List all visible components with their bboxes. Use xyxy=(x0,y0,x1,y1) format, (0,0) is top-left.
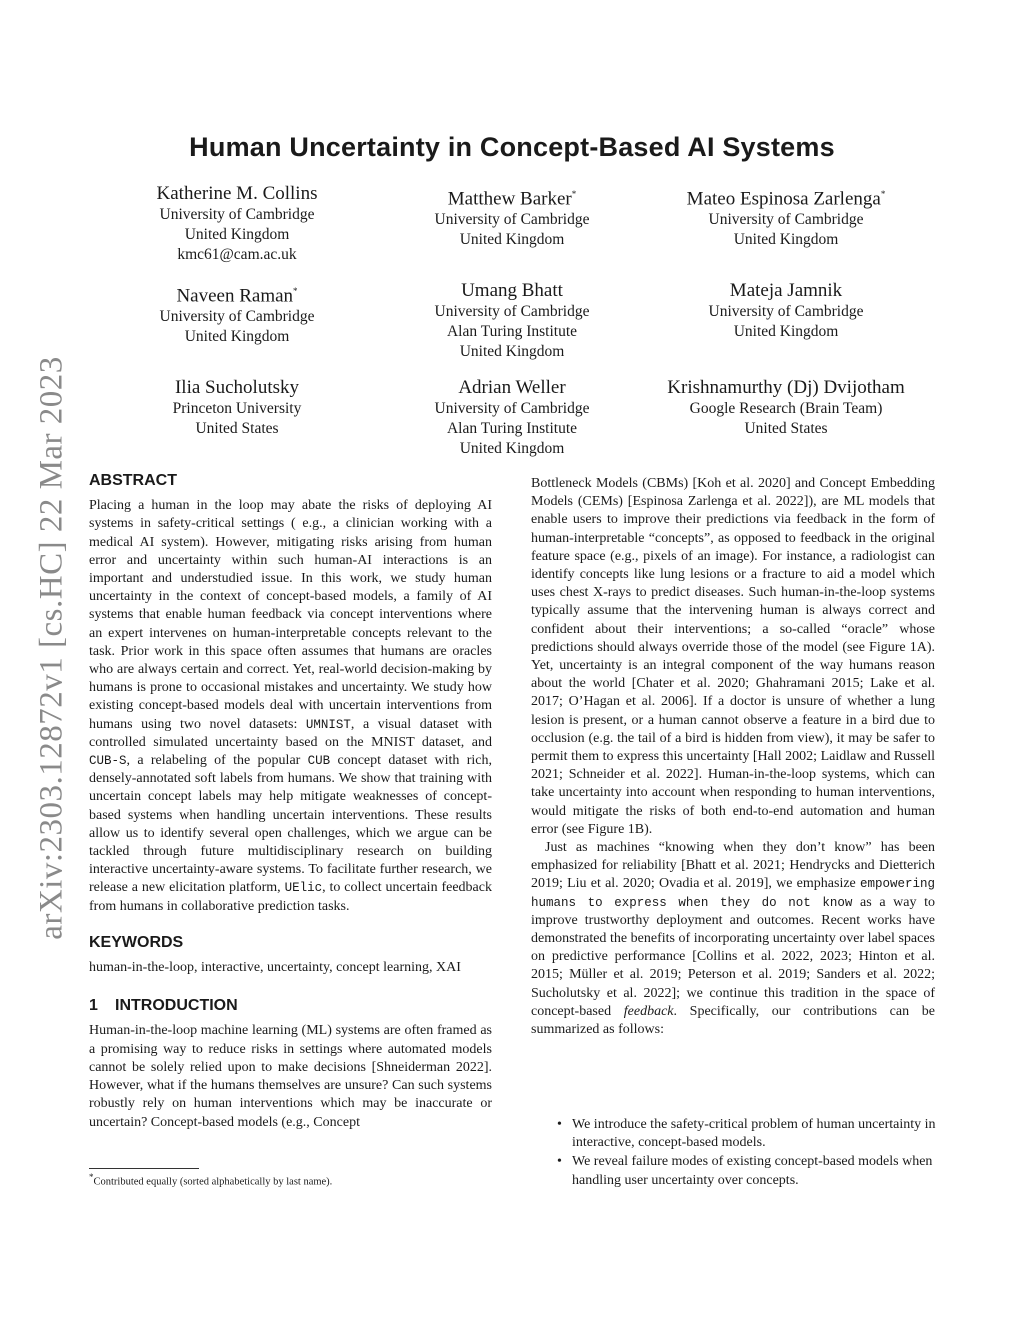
bullet-icon: • xyxy=(557,1154,562,1170)
equal-contribution-marker: * xyxy=(293,286,298,296)
author-name: Adrian Weller xyxy=(458,377,566,398)
section-title: INTRODUCTION xyxy=(115,997,238,1015)
author-country: United Kingdom xyxy=(459,343,565,360)
paper-title: Human Uncertainty in Concept-Based AI Systems xyxy=(189,132,835,162)
paragraph-segment: Just as machines “knowing when they don’t know” has been emphasized for reliability [Bhatt et al. 2021; Hendrycks and Dietterich 2019; Liu et al. 2020; Ovadia et al. 2019], we emphasize xyxy=(531,840,935,892)
author-country: United Kingdom xyxy=(733,231,839,249)
footnote-marker: * xyxy=(89,1172,94,1182)
author-name: Krishnamurthy (Dj) Dvijotham xyxy=(667,377,905,398)
author-affiliation: Princeton University xyxy=(172,400,302,417)
author-name: Umang Bhatt xyxy=(461,280,563,301)
author-name-line xyxy=(87,280,387,307)
equal-contribution-marker: * xyxy=(571,189,577,199)
author-affiliation: University of Cambridge xyxy=(159,308,315,326)
paragraph-segment: as a way to improve trustworthy deployment and outcomes. Recent works have demonstrated the benefits of incorporating uncertainty over label spaces on predictive performance [Collins et al. 2022, 2023; Hinton et al. 2015; Müller et al. 2019; Peterson et al. 2019; Sanders et al. 2022; Sucholutsky et al. 2022]; we continue this tradition in the space of concept-based xyxy=(531,894,935,1019)
emphasized-word: feedback xyxy=(623,1003,674,1019)
section-number: 1 xyxy=(89,997,98,1015)
author-block xyxy=(362,377,662,459)
keywords-text: human-in-the-loop, interactive, uncertainty, concept learning, XAI xyxy=(89,960,461,976)
author-name-line xyxy=(362,183,662,210)
section-heading xyxy=(89,997,492,1015)
author-name: Mateo Espinosa Zarlenga xyxy=(686,188,881,210)
emphasized-phrase: empowering humans to express when they do not know xyxy=(531,877,935,910)
abstract-segment: Placing a human in the loop may abate the risks of deploying AI systems in safety-critical settings ( e.g., a clinician working with a medical AI system). However, mitigating risks arising from human error and uncertainty within such human-AI interactions is an important and understudied issue. In this work, we study human uncertainty in the context of concept-based models, a family of AI systems that enable human feedback via concept interventions where an expert intervenes on human-interpretable concepts relevant to the task. Prior work in this space often assumes that humans are oracles who are always certain and correct. Yet, real-world decision-making by humans is prone to occasional mistakes and uncertainty. We study how existing concept-based models deal with uncertain interventions from humans using two novel datasets: xyxy=(89,498,492,732)
author-affiliation: Google Research (Brain Team) xyxy=(689,400,883,417)
abstract-segment: , to collect uncertain feedback from humans in collaborative prediction tasks. xyxy=(89,880,492,914)
intro-paragraph xyxy=(531,839,935,1039)
author-country: United States xyxy=(195,420,279,437)
author-affiliation: Alan Turing Institute xyxy=(446,323,578,340)
abstract-segment: concept dataset with rich, densely-annotated soft labels from humans. We show that training with uncertain concept labels may help mitigate weaknesses of concept-based systems when handling uncertain interventions. These results allow us to identify several open challenges, which we argue can be tackled through future multidisciplinary research on building interactive uncertainty-aware systems. To facilitate further research, we release a new elicitation platform, xyxy=(89,753,493,896)
list-item xyxy=(557,1153,937,1189)
author-block xyxy=(636,183,936,250)
footnote-rule xyxy=(89,1168,199,1169)
author-block xyxy=(362,280,662,362)
intro-paragraph: Human-in-the-loop machine learning (ML) systems are often framed as a promising way to reduce risks in settings where automated models cannot be solely relied upon to make decisions [Shneiderman 2022]. However, what if the humans themselves are unsure? Can such systems robustly rely on human interventions which may be inaccurate or uncertain? Concept-based models (e.g., Concept xyxy=(89,1023,492,1130)
arxiv-identifier: arXiv:2303.12872v1 [cs.HC] 22 Mar 2023 xyxy=(33,356,70,940)
author-country: United Kingdom xyxy=(459,440,565,457)
dataset-name: CUB xyxy=(307,754,331,769)
list-item-text: We reveal failure modes of existing concept-based models when handling user uncertainty over concepts. xyxy=(572,1154,933,1188)
equal-contribution-marker: * xyxy=(880,189,886,199)
abstract-heading: ABSTRACT xyxy=(89,472,177,489)
paragraph-segment: . Specifically, our contributions can be summarized as follows: xyxy=(531,1003,935,1038)
author-name: Matthew Barker xyxy=(447,188,572,210)
contributions-list xyxy=(557,1116,937,1191)
author-name-line xyxy=(636,183,936,210)
author-affiliation: University of Cambridge xyxy=(434,400,590,417)
bullet-icon: • xyxy=(557,1117,562,1132)
author-block xyxy=(87,377,387,439)
author-name: Katherine M. Collins xyxy=(156,183,318,204)
left-column xyxy=(89,472,492,1132)
dataset-name: CUB-S xyxy=(89,754,127,769)
author-affiliation: Alan Turing Institute xyxy=(446,420,578,437)
right-column xyxy=(531,475,935,1039)
author-country: United Kingdom xyxy=(184,226,290,243)
author-affiliation: University of Cambridge xyxy=(434,303,590,320)
author-affiliation: University of Cambridge xyxy=(708,211,864,229)
author-country: United States xyxy=(744,420,828,437)
author-block xyxy=(636,377,936,439)
dataset-name: UMNIST xyxy=(305,717,351,732)
author-country: United Kingdom xyxy=(733,323,839,340)
author-email: kmc61@cam.ac.uk xyxy=(177,246,297,263)
keywords-heading: KEYWORDS xyxy=(89,933,184,951)
author-name: Naveen Raman xyxy=(176,285,294,307)
author-country: United Kingdom xyxy=(459,231,565,249)
abstract-segment: , a relabeling of the popular xyxy=(126,753,308,769)
author-block xyxy=(362,183,662,250)
author-affiliation: University of Cambridge xyxy=(708,303,864,320)
abstract-segment: , a visual dataset with controlled simulated uncertainty based on the MNIST dataset, and xyxy=(89,716,492,750)
platform-name: UElic xyxy=(284,881,323,896)
author-block xyxy=(87,280,387,347)
abstract-text xyxy=(89,497,492,916)
intro-paragraph-continued: Bottleneck Models (CBMs) [Koh et al. 2020] and Concept Embedding Models (CEMs) [Espinosa Zarlenga et al. 2022]), are ML models that enable users to improve their predictions via feedback in the form of human-interpretable “concepts”, as opposed to feedback in the original feature space (e.g., pixels of an image). For instance, a radiologist can identify concepts like lung lesions or a fracture to aid a model which uses chest X-rays to predict diseases. Such human-in-the-loop systems typically assume that the intervening human is always correct and confident about their interventions; a so-called “oracle” whose predictions should always override those of the model (see Figure 1A). Yet, uncertainty is an integral component of the way humans reason about the world [Chater et al. 2020; Ghahramani 2015; Lake et al. 2017; O’Hagan et al. 2006]. If a doctor is unsure of whether a lung lesion is present, or a human cannot observe a feature in a bird due to occlusion (e.g. the tail of a bird is hidden from view), it may be safer to permit them to express this uncertainty [Hall 2002; Laidlaw and Russell 2021; Schneider et al. 2022]. Human-in-the-loop systems, which can take uncertainty into account when responding to human interventions, would mitigate the risks of both end-to-end automation and human error (see Figure 1B). xyxy=(531,476,935,837)
author-name: Ilia Sucholutsky xyxy=(174,377,300,398)
author-block xyxy=(87,183,387,265)
footnote-text: Contributed equally (sorted alphabetically by last name). xyxy=(93,1176,333,1188)
list-item-text: We introduce the safety-critical problem of human uncertainty in interactive, concept-based models. xyxy=(572,1117,936,1151)
author-affiliation: University of Cambridge xyxy=(434,211,590,229)
author-block xyxy=(636,280,936,342)
footnote xyxy=(89,1172,332,1188)
author-affiliation: University of Cambridge xyxy=(159,206,315,223)
list-item xyxy=(557,1116,937,1152)
author-name: Mateja Jamnik xyxy=(729,280,843,301)
author-country: United Kingdom xyxy=(184,328,290,346)
